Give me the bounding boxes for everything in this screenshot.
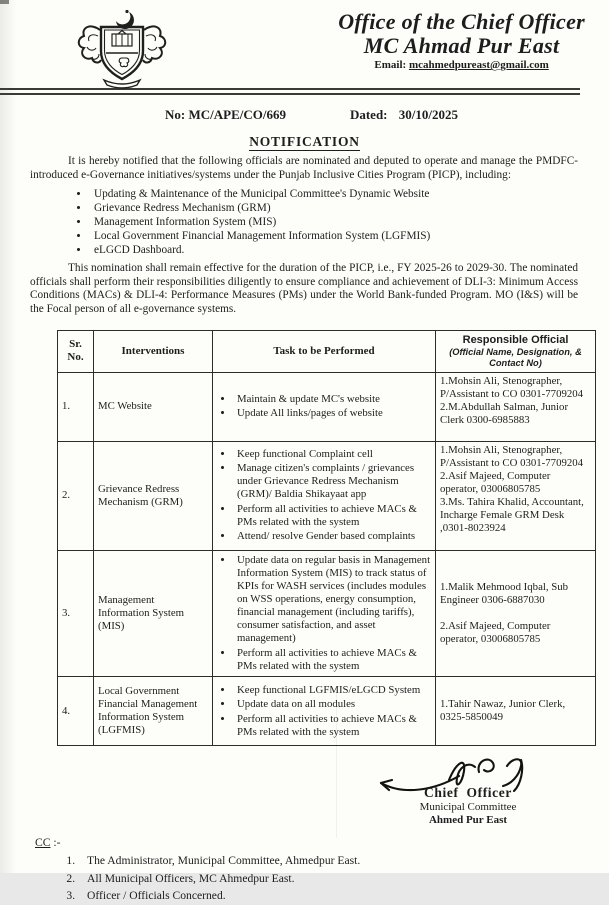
email-line (338, 59, 585, 71)
list-item: • Local Government Financial Management Information System (LGFMIS) (90, 229, 579, 243)
list-item: • eLGCD Dashboard. (90, 243, 579, 257)
row-officials: 1.Tahir Nawaz, Junior Clerk, 0325-5850049 (436, 677, 596, 746)
cc-label: CC :- (35, 836, 61, 850)
header-task: Task to be Performed (213, 330, 436, 372)
table-row (58, 550, 596, 677)
scan-artifact (0, 0, 9, 4)
cc-item: 3. Officer / Officials Concerned. (78, 887, 609, 905)
signatory-location: Ahmed Pur East (428, 814, 508, 827)
list-item: • Grievance Redress Mechanism (GRM) (90, 201, 579, 215)
list-item: • Updating & Maintenance of the Municipal Committee's Dynamic Website (90, 187, 579, 201)
row-sr: 4. (58, 677, 94, 746)
reference-row (165, 107, 609, 123)
cc-item: 1. The Administrator, Municipal Committee, Ahmedpur East. (78, 852, 609, 870)
municipality-name: MC Ahmad Pur East (363, 33, 560, 58)
signatory-title: Chief Officer (424, 785, 512, 801)
letterhead-divider (0, 88, 580, 95)
row-sr: 1. (58, 372, 94, 441)
row-tasks: • Update data on regular basis in Management Information System (MIS) to track status of KPIs for WASH services (includes modules on WSS operations, energy consumption, financial management (including tariffs), consumer satisfaction, and asset management) • Perform all activities to achieve MACs & PMs related with the system (213, 550, 436, 677)
email-address: mcahmedpureast@gmail.com (408, 59, 549, 71)
municipal-coat-of-arms-icon (64, 8, 180, 88)
row-intervention: Management Information System (MIS) (94, 550, 213, 677)
initiatives-list (0, 187, 579, 257)
row-officials: 1.Mohsin Ali, Stenographer, P/Assistant to CO 0301-7709204 2.M.Abdullah Salman, Junior Clerk 0300-6985883 (436, 372, 596, 441)
intro-paragraph: It is hereby notified that the following officials are nominated and deputed to operate and manage the PMDFC-introduced e-Governance initiatives/systems under the Punjab Inclusive Cities Program (PICP), including: (30, 155, 578, 181)
scan-edge-shadow (0, 0, 16, 873)
list-item: • Management Information System (MIS) (90, 215, 579, 229)
row-intervention: MC Website (94, 372, 213, 441)
scan-fold-line (336, 688, 337, 838)
assignments-table (57, 330, 596, 747)
table-header-row (58, 330, 596, 372)
row-tasks: • Keep functional Complaint cell • Manage citizen's complaints / grievances under Grievance Redress Mechanism (GRM)/ Baldia Shikayaat app • Perform all activities to achieve MACs & PMs related with the system • Attend/ resolve Gender based complaints (213, 441, 436, 550)
cc-list (35, 852, 609, 905)
row-officials: 1.Mohsin Ali, Stenographer, P/Assistant to CO 0301-7709204 2.Asif Majeed, Computer operator, 03006805785 3.Ms. Tahira Khalid, Accountant, Incharge Female GRM Desk ,0301-8023924 (436, 441, 596, 550)
signatory-org: Municipal Committee (419, 801, 517, 814)
notification-heading: NOTIFICATION (249, 134, 360, 149)
row-sr: 3. (58, 550, 94, 677)
cc-section (35, 836, 609, 905)
table-row (58, 372, 596, 441)
header-responsible: Responsible Official (Official Name, Designation, & Contact No) (436, 330, 596, 372)
table-row (58, 677, 596, 746)
row-intervention: Grievance Redress Mechanism (GRM) (94, 441, 213, 550)
row-intervention: Local Government Financial Management Information System (LGFMIS) (94, 677, 213, 746)
dated-label: Dated: (349, 107, 388, 122)
row-sr: 2. (58, 441, 94, 550)
cc-item: 2. All Municipal Officers, MC Ahmedpur East. (78, 870, 609, 888)
letter-number: No: MC/APE/CO/669 (165, 107, 286, 122)
table-row (58, 441, 596, 550)
row-tasks: • Maintain & update MC's website • Update All links/pages of website (213, 372, 436, 441)
letterhead (0, 0, 609, 86)
header-sr-no: Sr. No. (58, 330, 94, 372)
row-tasks: • Keep functional LGFMIS/eLGCD System • Update data on all modules • Perform all activities to achieve MACs & PMs related with the system (213, 677, 436, 746)
email-label: Email: (374, 59, 407, 71)
letterhead-title-block (338, 8, 585, 71)
row-officials: 1.Malik Mehmood Iqbal, Sub Engineer 0306-6887030 2.Asif Majeed, Computer operator, 03006805785 (436, 550, 596, 677)
dated-value: 30/10/2025 (398, 107, 458, 122)
signature-block (363, 750, 573, 827)
header-interventions: Interventions (94, 330, 213, 372)
effective-paragraph: This nomination shall remain effective for the duration of the PICP, i.e., FY 2025-26 to 2029-30. The nominated officials shall perform their responsibilities diligently to ensure compliance and achievement of DLI-3: Minimum Access Conditions (MACs) & DLI-4: Performance Measures (PMs) under the World Bank-funded Program. MO (I&S) will be the Focal person of all e-governance systems. (30, 262, 578, 315)
office-title: Office of the Chief Officer (338, 9, 585, 34)
letter-date (350, 107, 458, 123)
